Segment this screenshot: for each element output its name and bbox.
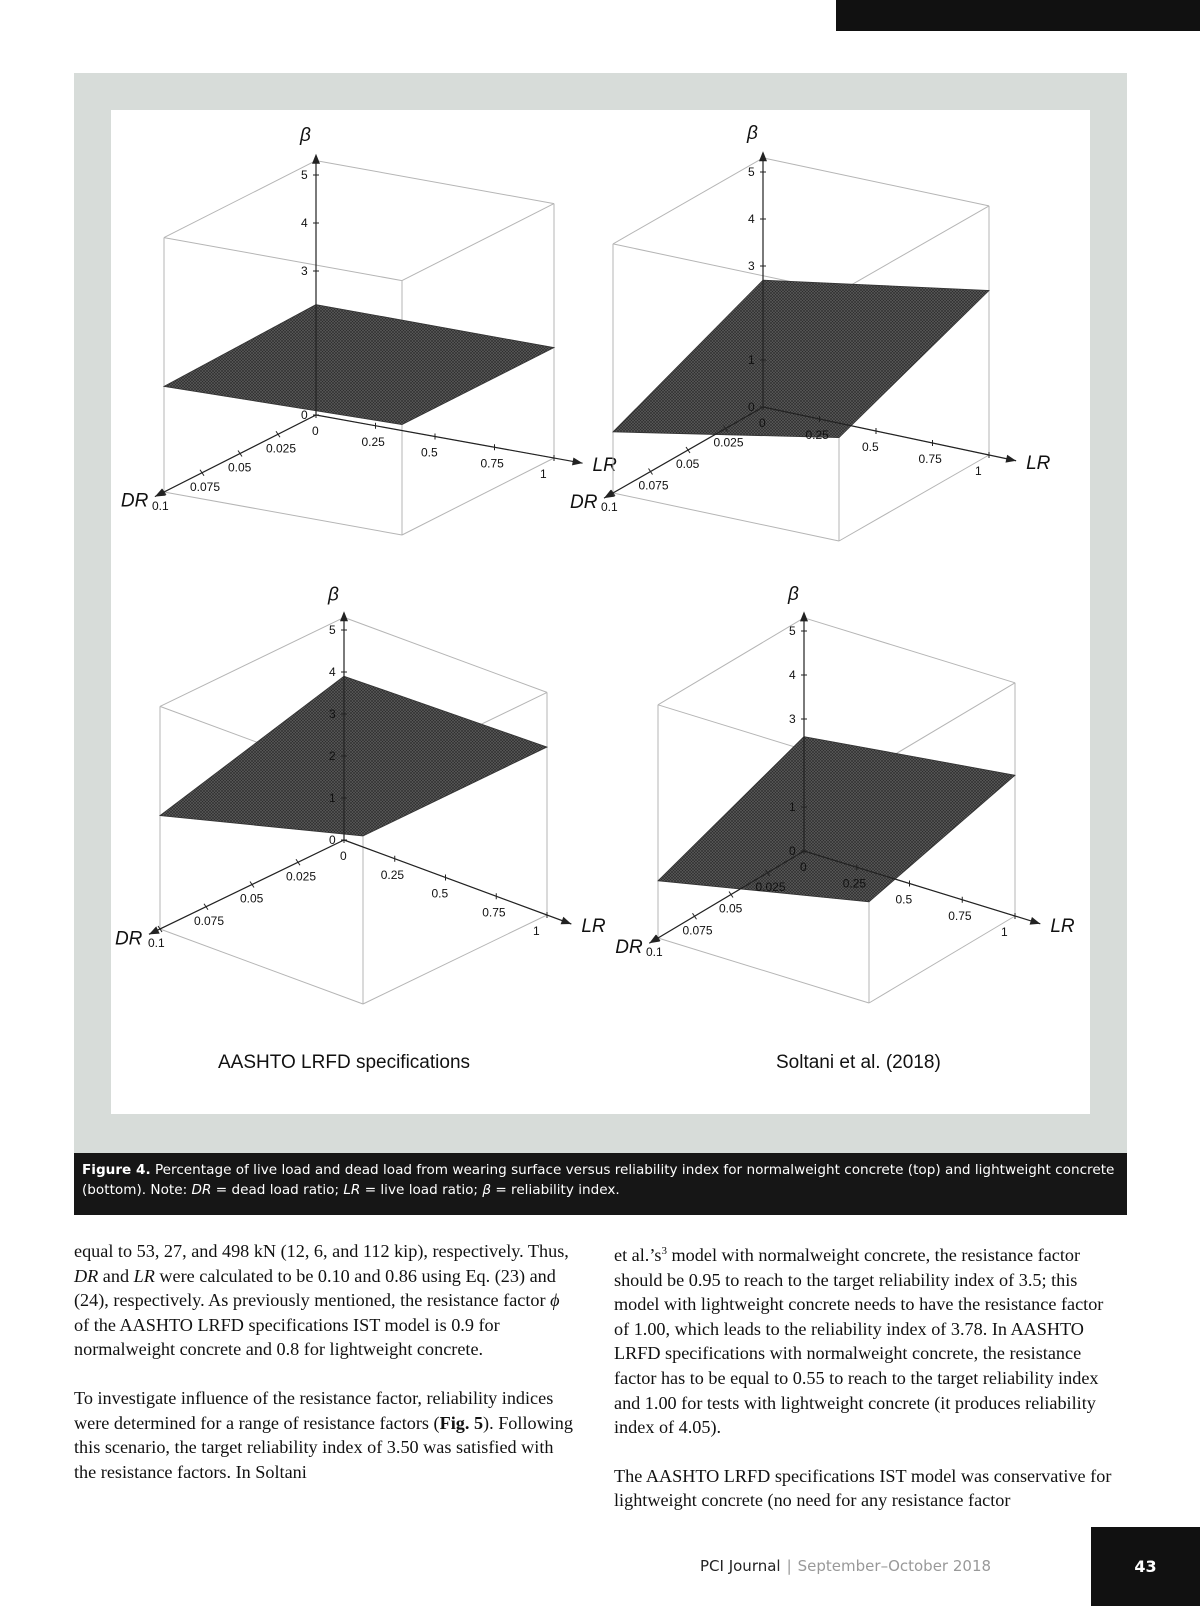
beta-tick-label: 4 <box>789 668 796 682</box>
dr-tick-label: 0.1 <box>148 936 165 950</box>
dr-tick-label: 0.025 <box>266 441 297 456</box>
box-edge <box>164 161 316 238</box>
dr-tick <box>729 892 733 898</box>
text-run: were calculated to be 0.10 and 0.86 using Eq. (23) and (24), respectively. As previously mentioned, the resistance factor <box>74 1265 556 1311</box>
figure-panel <box>111 110 1090 1114</box>
lr-axis-label: LR <box>1026 452 1051 474</box>
lr-tick-label: 1 <box>975 464 982 478</box>
symbol-lr: LR <box>133 1265 155 1286</box>
symbol-dr: DR <box>74 1265 99 1286</box>
dr-tick-label: 0.025 <box>755 879 786 894</box>
beta-tick-label: 3 <box>748 259 755 273</box>
text-run: equal to 53, 27, and 498 kN (12, 6, and 112 kip), respectively. Thus, <box>74 1241 569 1261</box>
lr-tick-label: 0.5 <box>895 892 913 907</box>
beta-tick-label: 0 <box>789 844 796 858</box>
dr-tick <box>200 470 204 476</box>
beta-tick-label: 5 <box>748 165 755 179</box>
box-edge <box>164 238 402 281</box>
issue-date: September–October 2018 <box>797 1557 992 1575</box>
lr-axis-arrow <box>1030 917 1041 925</box>
lr-tick-label: 0 <box>312 424 319 438</box>
figure-reference: Fig. 5 <box>439 1412 484 1433</box>
body-column-right <box>614 1239 1119 1537</box>
dr-tick <box>238 451 242 457</box>
lr-tick-label: 1 <box>533 924 540 938</box>
lr-tick-label: 0.25 <box>361 434 385 449</box>
box-edge <box>839 206 989 292</box>
beta-axis-label: β <box>788 584 799 605</box>
beta-tick-label: 5 <box>329 623 336 637</box>
beta-axis-arrow <box>800 611 808 621</box>
beta-tick-label: 1 <box>329 791 336 805</box>
panel-label-left: AASHTO LRFD specifications <box>218 1052 471 1073</box>
dr-tick-label: 0.075 <box>638 478 669 493</box>
caption-text: = dead load ratio; <box>211 1182 344 1198</box>
citation-superscript: 3 <box>661 1245 667 1257</box>
dr-tick-label: 0.1 <box>646 945 663 959</box>
surface-plot-1 <box>121 125 617 535</box>
dr-axis-arrow <box>149 926 160 934</box>
dr-tick-label: 0.075 <box>190 479 221 494</box>
dr-tick-label: 0.05 <box>719 901 743 916</box>
reliability-surface <box>160 676 547 836</box>
beta-tick-label: 3 <box>301 264 308 278</box>
figure-4-plots <box>111 110 1090 1114</box>
dr-tick-label: 0.1 <box>601 500 618 514</box>
text-run: ). Following this scenario, the target reliability index of 3.50 was satisfied with the resistance factors. In Soltani <box>74 1412 573 1482</box>
dr-tick-label: 0.05 <box>676 457 700 471</box>
beta-tick-label: 2 <box>329 749 336 763</box>
lr-tick-label: 0.25 <box>805 428 829 442</box>
dr-tick <box>649 469 653 475</box>
header-bar <box>836 0 1200 31</box>
lr-tick-label: 0.5 <box>431 886 449 901</box>
dr-tick <box>204 904 208 910</box>
paragraph <box>614 1239 1119 1440</box>
beta-tick-label: 0 <box>301 408 308 422</box>
dr-axis-label: DR <box>615 937 643 959</box>
lr-axis-label: LR <box>592 455 617 477</box>
lr-axis-arrow <box>561 917 572 925</box>
panel-label-right: Soltani et al. (2018) <box>776 1052 941 1073</box>
dr-tick-label: 0.025 <box>286 869 317 884</box>
dr-tick-label: 0.075 <box>194 913 225 928</box>
dr-tick-label: 0.1 <box>152 499 169 513</box>
text-run: et al.’s <box>614 1245 662 1266</box>
lr-axis <box>316 415 583 463</box>
dr-tick <box>296 859 300 865</box>
lr-tick-label: 0 <box>759 416 766 430</box>
body-column-left <box>74 1239 579 1508</box>
surface-plot-4 <box>615 584 1075 1003</box>
footer <box>700 1557 991 1575</box>
dr-axis-label: DR <box>120 490 149 512</box>
reliability-surface <box>658 737 1015 902</box>
beta-tick-label: 0 <box>329 833 336 847</box>
beta-axis-arrow <box>340 611 348 621</box>
lr-tick-label: 0 <box>800 860 807 874</box>
lr-tick-label: 0 <box>340 849 347 863</box>
beta-tick-label: 4 <box>301 216 308 230</box>
dr-axis <box>149 840 344 934</box>
box-edge <box>869 916 1015 1003</box>
lr-axis <box>344 840 571 924</box>
dr-tick <box>276 431 280 437</box>
lr-axis-label: LR <box>581 916 606 937</box>
caption-beta: β <box>482 1182 491 1198</box>
beta-axis-arrow <box>312 154 320 164</box>
footer-separator: | <box>786 1557 792 1575</box>
caption-lr: LR <box>343 1182 361 1198</box>
reliability-surface <box>164 305 554 425</box>
dr-tick <box>250 882 254 888</box>
lr-axis-arrow <box>572 457 583 465</box>
caption-text: = live load ratio; <box>360 1182 483 1198</box>
caption-dr: DR <box>191 1182 212 1198</box>
box-edge <box>613 158 763 244</box>
reliability-surface <box>613 280 989 438</box>
box-edge <box>613 493 839 541</box>
box-edge <box>160 617 344 706</box>
lr-tick-label: 0.25 <box>842 876 867 891</box>
beta-axis-label: β <box>328 584 339 606</box>
box-edge <box>164 492 402 535</box>
figure-caption <box>74 1153 1127 1215</box>
caption-text: Percentage of live load and dead load from wearing surface versus reliability index for normalweight concrete (top) and lightweight concrete (bottom). Note: <box>82 1162 1115 1198</box>
lr-tick-label: 0.25 <box>380 867 405 882</box>
lr-tick-label: 0.5 <box>421 445 438 460</box>
dr-axis <box>155 415 316 497</box>
lr-tick-label: 0.5 <box>862 440 879 454</box>
journal-name: PCI Journal <box>700 1557 781 1575</box>
beta-tick-label: 1 <box>748 353 755 367</box>
text-run: To investigate influence of the resistance factor, reliability indices were determined for a range of resistance factors ( <box>74 1387 554 1433</box>
dr-tick <box>693 913 697 919</box>
box-edge <box>363 915 547 1004</box>
box-edge <box>763 158 989 206</box>
beta-tick-label: 4 <box>329 665 336 679</box>
lr-tick-label: 0.75 <box>480 456 504 471</box>
lr-tick-label: 0.75 <box>918 452 942 466</box>
box-edge <box>658 618 804 705</box>
beta-tick-label: 0 <box>748 400 755 414</box>
beta-tick-label: 3 <box>789 712 796 726</box>
dr-tick-label: 0.05 <box>240 891 264 906</box>
page-number: 43 <box>1091 1527 1200 1606</box>
surface-plot-3 <box>115 585 606 1005</box>
paragraph: The AASHTO LRFD specifications IST model was conservative for lightweight concrete (no need for any resistance factor <box>614 1465 1112 1511</box>
dr-tick-label: 0.025 <box>713 435 744 450</box>
lr-tick-label: 1 <box>540 467 547 481</box>
lr-tick-label: 0.75 <box>482 905 506 920</box>
beta-axis-label: β <box>300 125 311 146</box>
lr-axis-label: LR <box>1050 915 1075 937</box>
surface-plot-2 <box>570 123 1051 541</box>
beta-tick-label: 5 <box>301 168 308 182</box>
beta-tick-label: 1 <box>789 800 796 814</box>
beta-tick-label: 3 <box>329 707 336 721</box>
beta-tick-label: 5 <box>789 624 796 638</box>
text-run: model with normalweight concrete, the resistance factor should be 0.95 to reach to the target reliability index of 3.5; this model with lightweight concrete needs to have the resistance factor of 1.00, which leads to the reliability index of 3.78. In AASHTO LRFD specifications with normalweight concrete, the resistance factor has to be equal to 0.55 to reach to the target reliability index and 1.00 for tests with lightweight concrete (it produces reliability index of 4.05). <box>614 1245 1104 1438</box>
box-edge <box>804 618 1015 683</box>
dr-tick-label: 0.075 <box>682 923 713 938</box>
lr-tick-label: 0.75 <box>948 908 972 923</box>
box-edge <box>344 617 547 692</box>
text-run: of the AASHTO LRFD specifications IST model is 0.9 for normalweight concrete and 0.8 for lightweight concrete. <box>74 1314 500 1360</box>
box-edge <box>658 938 869 1003</box>
paragraph <box>74 1386 579 1484</box>
box-edge <box>402 204 554 281</box>
beta-tick-label: 4 <box>748 212 755 226</box>
caption-label: Figure 4. <box>82 1162 151 1178</box>
dr-tick <box>686 447 690 453</box>
box-edge <box>160 929 363 1004</box>
lr-axis-arrow <box>1006 455 1017 463</box>
lr-tick-label: 1 <box>1001 925 1008 939</box>
beta-axis-label: β <box>747 122 758 144</box>
box-edge <box>316 161 554 204</box>
dr-axis-label: DR <box>114 928 143 950</box>
dr-axis-label: DR <box>570 492 598 514</box>
box-edge <box>839 455 989 541</box>
text-run: and <box>98 1265 134 1286</box>
beta-axis-arrow <box>759 151 767 161</box>
paragraph <box>74 1239 579 1362</box>
caption-text: = reliability index. <box>491 1182 620 1198</box>
dr-tick-label: 0.05 <box>228 460 252 475</box>
symbol-phi: ϕ <box>550 1290 560 1311</box>
box-edge <box>402 458 554 535</box>
